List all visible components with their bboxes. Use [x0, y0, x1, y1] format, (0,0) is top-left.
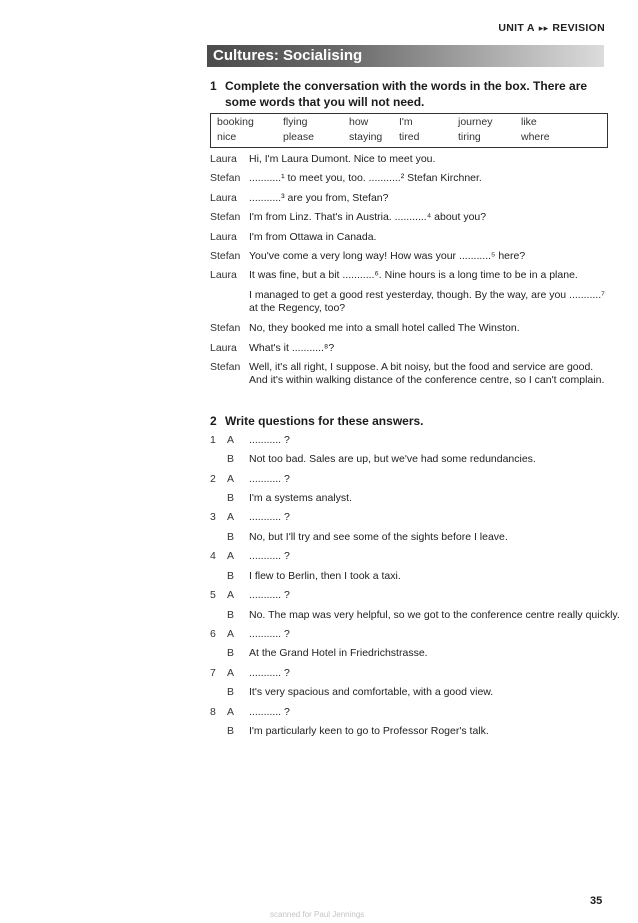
double-arrow-icon: ▸▸ — [538, 23, 549, 33]
speaker-a-label: A — [227, 667, 235, 679]
dialogue-line: I'm from Linz. That's in Austria. ...........⁴ about you? — [249, 211, 487, 223]
word-box-item: like — [521, 116, 537, 128]
question-blank: ........... ? — [249, 511, 290, 523]
running-head — [498, 22, 605, 34]
item-number: 7 — [210, 667, 216, 679]
answer-text: I flew to Berlin, then I took a taxi. — [249, 570, 401, 582]
dialogue-speaker: Laura — [210, 192, 237, 204]
speaker-b-label: B — [227, 492, 235, 504]
speaker-b-label: B — [227, 531, 235, 543]
item-number: 6 — [210, 628, 216, 640]
dialogue-line: Well, it's all right, I suppose. A bit noisy, but the food and service are good. And it's within walking distance of the conference centre, so I can't complain. — [249, 361, 605, 386]
question-blank: ........... ? — [249, 434, 290, 446]
word-box-item: flying — [283, 116, 308, 128]
word-box-item: where — [521, 131, 550, 143]
dialogue-line: What's it ...........⁸? — [249, 342, 335, 354]
answer-text: No. The map was very helpful, so we got to the conference centre really quickly. — [249, 609, 620, 621]
dialogue-speaker: Laura — [210, 342, 237, 354]
dialogue-speaker: Laura — [210, 153, 237, 165]
word-box-item: booking — [217, 116, 254, 128]
question-blank: ........... ? — [249, 589, 290, 601]
item-number: 5 — [210, 589, 216, 601]
word-box-item: journey — [458, 116, 493, 128]
dialogue-speaker: Stefan — [210, 322, 241, 334]
question-blank: ........... ? — [249, 628, 290, 640]
question-blank: ........... ? — [249, 667, 290, 679]
dialogue-line: I'm from Ottawa in Canada. — [249, 231, 377, 243]
answer-text: At the Grand Hotel in Friedrichstrasse. — [249, 647, 428, 659]
word-box — [210, 113, 608, 148]
dialogue-speaker: Stefan — [210, 250, 241, 262]
dialogue-line: It was fine, but a bit ...........⁶. Nine hours is a long time to be in a plane. — [249, 269, 578, 281]
word-box-item: please — [283, 131, 314, 143]
answer-text: I'm a systems analyst. — [249, 492, 352, 504]
dialogue-line: I managed to get a good rest yesterday, though. By the way, are you ...........⁷ at the Regency, too? — [249, 289, 605, 314]
dialogue-speaker: Laura — [210, 231, 237, 243]
dialogue-line: No, they booked me into a small hotel called The Winston. — [249, 322, 520, 334]
item-number: 2 — [210, 473, 216, 485]
word-box-item: tiring — [458, 131, 481, 143]
item-number: 3 — [210, 511, 216, 523]
exercise-2-heading — [210, 413, 605, 429]
question-blank: ........... ? — [249, 706, 290, 718]
word-box-item: I'm — [399, 116, 413, 128]
item-number: 1 — [210, 434, 216, 446]
speaker-a-label: A — [227, 511, 235, 523]
speaker-a-label: A — [227, 550, 235, 562]
answer-text: Not too bad. Sales are up, but we've had some redundancies. — [249, 453, 536, 465]
dialogue-line: ...........¹ to meet you, too. ...........² Stefan Kirchner. — [249, 172, 482, 184]
speaker-a-label: A — [227, 434, 235, 446]
speaker-a-label: A — [227, 706, 235, 718]
speaker-b-label: B — [227, 725, 235, 737]
word-box-item: nice — [217, 131, 237, 143]
item-number: 4 — [210, 550, 216, 562]
question-blank: ........... ? — [249, 473, 290, 485]
dialogue-speaker: Stefan — [210, 211, 241, 223]
dialogue-line: ...........³ are you from, Stefan? — [249, 192, 389, 204]
speaker-b-label: B — [227, 570, 235, 582]
exercise-number: 2 — [210, 414, 217, 428]
answer-text: It's very spacious and comfortable, with a good view. — [249, 686, 494, 698]
speaker-b-label: B — [227, 609, 235, 621]
speaker-a-label: A — [227, 589, 235, 601]
dialogue-line: Hi, I'm Laura Dumont. Nice to meet you. — [249, 153, 436, 165]
question-blank: ........... ? — [249, 550, 290, 562]
speaker-a-label: A — [227, 473, 235, 485]
speaker-a-label: A — [227, 628, 235, 640]
speaker-b-label: B — [227, 686, 235, 698]
section-label: REVISION — [552, 22, 605, 34]
word-box-item: staying — [349, 131, 383, 143]
exercise-instruction: Complete the conversation with the words in the box. There are some words that you will not need. — [225, 79, 588, 109]
exercise-1-heading — [210, 78, 605, 110]
item-number: 8 — [210, 706, 216, 718]
word-box-item: tired — [399, 131, 420, 143]
speaker-b-label: B — [227, 453, 235, 465]
exercise-number: 1 — [210, 79, 217, 93]
answer-text: I'm particularly keen to go to Professor Roger's talk. — [249, 725, 489, 737]
exercise-instruction: Write questions for these answers. — [225, 414, 424, 428]
section-banner — [207, 45, 604, 67]
answer-text: No, but I'll try and see some of the sights before I leave. — [249, 531, 508, 543]
dialogue-speaker: Stefan — [210, 172, 241, 184]
dialogue-speaker: Stefan — [210, 361, 241, 373]
unit-label: UNIT A — [498, 22, 535, 34]
speaker-b-label: B — [227, 647, 235, 659]
scan-credit: scanned for Paul Jennings — [270, 910, 365, 919]
banner-title: Cultures: Socialising — [213, 47, 363, 64]
page-number: 35 — [590, 895, 603, 907]
dialogue-line: You've come a very long way! How was your ...........⁵ here? — [249, 250, 526, 262]
word-box-item: how — [349, 116, 369, 128]
dialogue-speaker: Laura — [210, 269, 237, 281]
